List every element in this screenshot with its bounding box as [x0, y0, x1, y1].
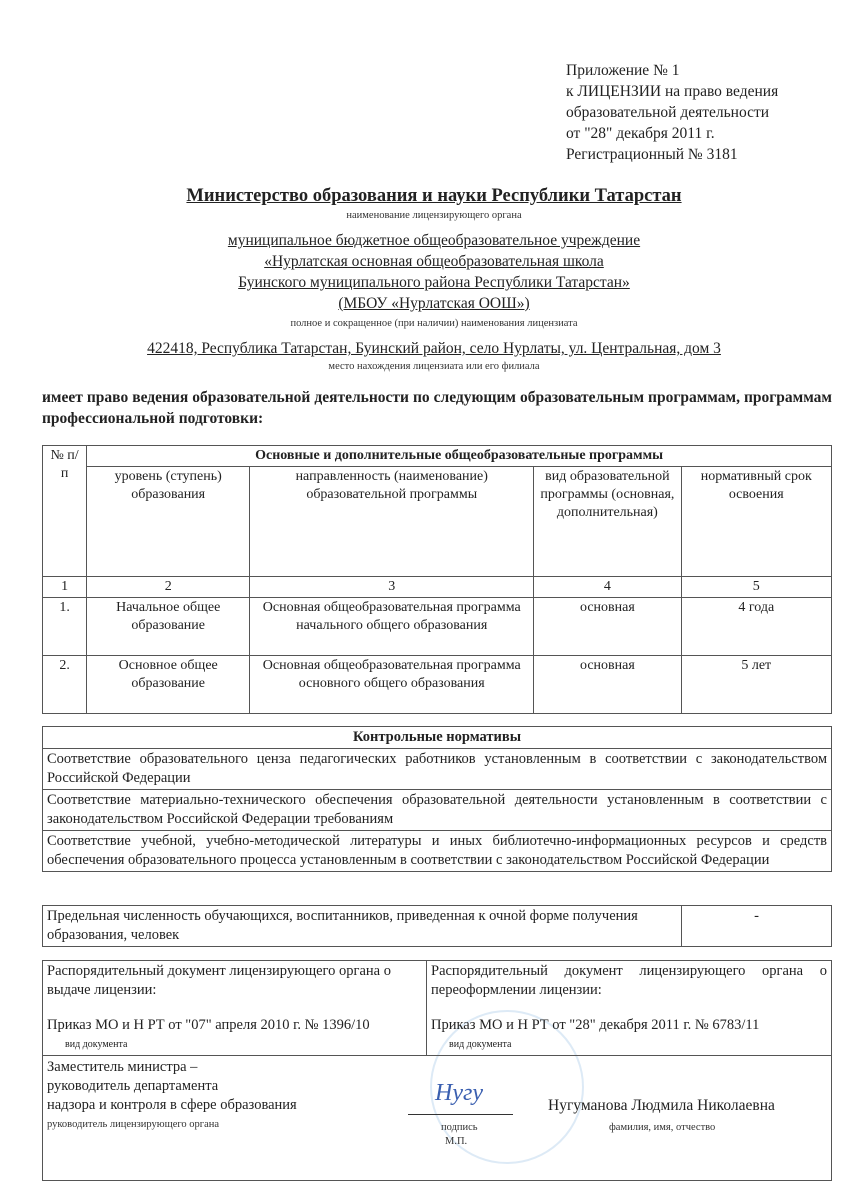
row-type: основная: [534, 656, 681, 714]
row-level: Основное общее образование: [87, 656, 250, 714]
documents-table: [42, 960, 832, 1055]
position-caption: руководитель лицензирующего органа: [47, 1119, 220, 1130]
control-title: Контрольные нормативы: [43, 727, 832, 749]
signature-block: [42, 1055, 832, 1181]
limit-value: -: [682, 906, 832, 947]
ministry-title: Министерство образования и науки Республики Татарстан: [186, 186, 682, 206]
col-number: 3: [250, 577, 534, 598]
table-row: [43, 656, 832, 714]
org-line: муниципальное бюджетное общеобразовательное учреждение: [227, 232, 641, 249]
row-num: 2.: [43, 656, 87, 714]
student-limit-table: [42, 905, 832, 947]
row-level: Начальное общее образование: [87, 598, 250, 656]
control-item: Соответствие образовательного ценза педагогических работников установленным в соответствии с законодательством Российской Федерации: [43, 749, 832, 790]
col-number: 1: [43, 577, 87, 598]
col-number: 5: [681, 577, 831, 598]
column-header: уровень (ступень) образования: [87, 467, 250, 577]
signature-line: [408, 1114, 513, 1115]
issue-doc: Приказ МО и Н РТ от "07" апреля 2010 г. № 1396/10: [47, 1017, 370, 1033]
column-header: направленность (наименование) образовательной программы: [250, 467, 534, 577]
position-line: Заместитель министра –: [47, 1059, 198, 1075]
org-caption: полное и сокращенное (при наличии) наименования лицензиата: [290, 318, 578, 329]
control-item: Соответствие учебной, учебно-методической литературы и иных библиотечно-информационных ресурсов и средств обеспечения образовательного процесса установленным в соответствии с законодательством Российской Федерации: [43, 831, 832, 872]
appendix-line: к ЛИЦЕНЗИИ на право ведения: [566, 83, 779, 100]
row-num: 1.: [43, 598, 87, 656]
appendix-line: образовательной деятельности: [566, 104, 770, 121]
issue-label: Распорядительный документ лицензирующего органа о выдаче лицензии:: [47, 963, 391, 998]
signature-caption: подпись: [441, 1122, 478, 1133]
row-type: основная: [534, 598, 681, 656]
reissue-doc: Приказ МО и Н РТ от "28" декабря 2011 г. № 6783/11: [431, 1017, 760, 1033]
appendix-line: от "28" декабря 2011 г.: [566, 125, 715, 142]
column-header: нормативный срок освоения: [681, 467, 831, 577]
signatory-name: Нугуманова Людмила Николаевна: [548, 1097, 775, 1114]
appendix-line: Приложение № 1: [566, 62, 680, 79]
issue-doc-caption: вид документа: [65, 1039, 128, 1050]
position-line: надзора и контроля в сфере образования: [47, 1097, 297, 1113]
reissue-label: Распорядительный документ лицензирующего органа о переоформлении лицензии:: [431, 963, 827, 998]
name-caption: фамилия, имя, отчество: [609, 1122, 716, 1133]
column-header: вид образовательной программы (основная, дополнительная): [534, 467, 681, 577]
table-row: [43, 598, 832, 656]
control-norms-table: [42, 726, 832, 872]
org-line: Буинского муниципального района Республики Татарстан»: [238, 274, 630, 291]
limit-label: Предельная численность обучающихся, воспитанников, приведенная к очной форме получения образования, человек: [43, 906, 682, 947]
stamp-caption: М.П.: [445, 1136, 468, 1147]
appendix-block: [566, 60, 778, 165]
org-line: (МБОУ «Нурлатская ООШ»): [338, 295, 530, 312]
intro-text: имеет право ведения образовательной деятельности по следующим образовательным программам, программам профессиональной подготовки:: [42, 389, 832, 427]
col-number: 4: [534, 577, 681, 598]
position-line: руководитель департамента: [47, 1078, 219, 1094]
group-header: Основные и дополнительные общеобразовательные программы: [87, 446, 832, 467]
col-number: 2: [87, 577, 250, 598]
address: 422418, Республика Татарстан, Буинский район, село Нурлаты, ул. Центральная, дом 3: [147, 340, 721, 357]
control-item: Соответствие материально-технического обеспечения образовательной деятельности установленным в соответствии с законодательством Российской Федерации требованиям: [43, 790, 832, 831]
reissue-doc-caption: вид документа: [449, 1039, 512, 1050]
ministry-caption: наименование лицензирующего органа: [346, 210, 522, 221]
row-program-name: Основная общеобразовательная программа начального общего образования: [250, 598, 534, 656]
row-term: 5 лет: [681, 656, 831, 714]
appendix-line: Регистрационный № 3181: [566, 146, 738, 163]
org-line: «Нурлатская основная общеобразовательная школа: [264, 253, 604, 270]
row-program-name: Основная общеобразовательная программа основного общего образования: [250, 656, 534, 714]
programs-table: [42, 445, 832, 714]
signature-scrawl: Нугу: [435, 1080, 483, 1106]
address-caption: место нахождения лицензиата или его филиала: [328, 361, 540, 372]
organization-name: [0, 230, 868, 314]
num-header: № п/п: [43, 446, 87, 577]
row-term: 4 года: [681, 598, 831, 656]
